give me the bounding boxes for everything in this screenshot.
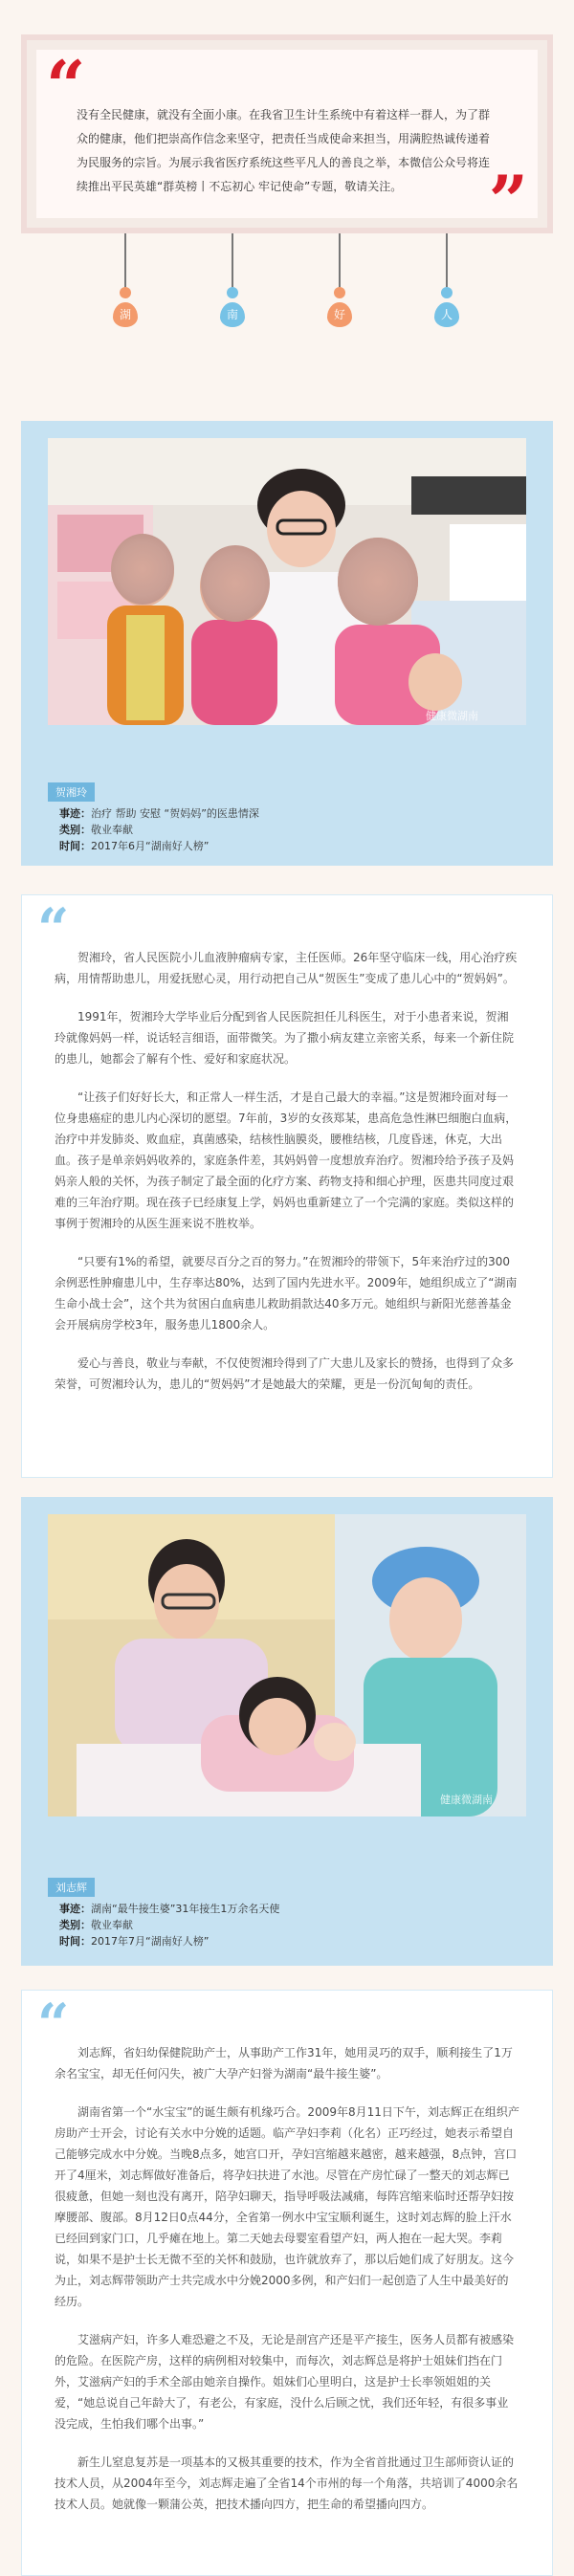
profile-name-label: 刘志辉 (48, 1878, 95, 1897)
article-paragraph: “只要有1%的希望，就要尽百分之百的努力。”在贺湘玲的带领下，5年来治疗过的300余例恶性肿瘤患儿中，生存率达80%，达到了国内先进水平。2009年，她组织成立了“湖南生命小战士会”，这个共为贫困白血病患儿救助捐款达40多万元。她组织与新阳光慈善基金会开展病房学校3年，服务患儿1800余人。 (55, 1255, 518, 1332)
profile-info-row (59, 1933, 279, 1949)
article-paragraph: 贺湘玲，省人民医院小儿血液肿瘤病专家，主任医师。26年坚守临床一线，用心治疗疾病，用情帮助患儿，用爱抚慰心灵，用行动把自己从“贺医生”变成了患儿心中的“贺妈妈”。 (55, 951, 518, 985)
tag-bead-icon (227, 287, 238, 298)
article-block-1 (21, 894, 553, 1478)
intro-frame (21, 34, 553, 241)
profile-photo-2 (48, 1514, 526, 1816)
profile-info-row (59, 805, 259, 822)
time-value: 2017年7月“湖南好人榜” (91, 1935, 210, 1948)
article-paragraph: 爱心与善良，敬业与奉献，不仅使贺湘玲得到了广大患儿及家长的赞扬，也得到了众多荣誉，可贺湘玲认为，患儿的“贺妈妈”才是她最大的荣耀，更是一份沉甸甸的责任。 (55, 1356, 515, 1391)
profile-info-row (59, 822, 259, 838)
tag-string (339, 233, 341, 289)
article-paragraph: 1991年，贺湘玲大学毕业后分配到省人民医院担任儿科医生，对于小患者来说，贺湘玲就像妈妈一样，说话轻言细语，面带微笑。为了撒小病友建立亲密关系，每来一个新住院的患儿，她都会了解有个性、爱好和家庭状况。 (55, 1010, 515, 1066)
profile-info-row (59, 1901, 279, 1917)
article-paragraph: 湖南省第一个“水宝宝”的诞生颇有机缘巧合。2009年8月11日下午，刘志辉正在组织产房助产士开会，讨论有关水中分娩的适题。临产孕妇李莉（化名）正巧经过，她表示希望自己能够完成水中分娩。当晚8点多，她宫口开，孕妇宫缩越来越密，越来越强，8点钟，宫口开了4厘米，刘志辉做好准备后，将孕妇扶进了水池。尽管在产房忙碌了一整天的刘志辉已很疲惫，但她一刻也没有离开，陪孕妇聊天，指导呼吸法减痛，每阵宫缩来临时还帮孕妇按摩腰部、腹部。8月12日0点44分，全省第一例水中宝宝顺利诞生，这时刘志辉的脸上汗水已经回到家门口，几乎瘫在地上。第二天她去母婴室看望产妇，两人抱在一起大哭。李莉说，如果不是护士长无微不至的关怀和鼓励，也许就放弃了，那以后她们成了好朋友。这今为止，刘志辉带领助产士共完成水中分娩2000多例，和产妇们一起创造了人生中最美好的经历。 (55, 2105, 519, 2308)
quote-open-icon: “ (37, 896, 70, 961)
watermark-text: 健康微湖南 (440, 1794, 493, 1806)
profile-photo-1 (48, 438, 526, 725)
hanging-tag (325, 233, 354, 327)
tag-label: 人 (434, 302, 459, 327)
category-value: 敬业奉献 (91, 824, 133, 836)
intro-text: 没有全民健康，就没有全面小康。在我省卫生计生系统中有着这样一群人，为了群众的健康，他们把崇高作信念来坚守，把责任当成使命来担当，用满腔热诚传递着为民服务的宗旨。为展示我省医疗系统这些平凡人的善良之举，本微信公众号将连续推出平民英雄“群英榜丨不忘初心 牢记使命”专题，敬请关注。 (77, 108, 491, 193)
blurred-face (338, 538, 418, 626)
hanging-tag (218, 233, 247, 327)
profile-name-label: 贺湘玲 (48, 782, 95, 802)
profile-info-row (59, 838, 259, 854)
quote-close-icon: ” (488, 160, 528, 241)
tag-bead-icon (334, 287, 345, 298)
blurred-face (111, 534, 174, 605)
article-paragraph: 艾滋病产妇，许多人难恐避之不及，无论是剖宫产还是平产接生，医务人员都有被感染的危险。在医院产房，这样的病例相对较集中，而每次，刘志辉总是将护士姐妹们挡在门外，艾滋病产妇的手术全部由她亲自操作。姐妹们心里明白，这是护士长率领姐姐的关爱，“她总说自己年龄大了，有老公，有家庭，没什么后顾之忧，我们还年轻，有很多事业没完成，生怕我们哪个出事。” (55, 2333, 515, 2431)
field-label: 时间： (59, 840, 91, 852)
delivery-room-illustration (48, 1514, 526, 1816)
profile-info-row (59, 1917, 279, 1933)
profile-info-2 (59, 1901, 279, 1949)
deed-value: 湖南“最牛接生婆”31年接生1万余名天使 (91, 1903, 280, 1915)
tag-string (124, 233, 126, 289)
field-label: 类别： (59, 824, 91, 836)
hanging-tags (0, 233, 574, 386)
article-paragraph: 刘志辉，省妇幼保健院助产士，从事助产工作31年，她用灵巧的双手，顺利接生了1万余名宝宝，却无任何闪失，被广大孕产妇誉为湖南“最牛接生婆”。 (55, 2046, 513, 2081)
article-paragraph: 新生儿窒息复苏是一项基本的又极其重要的技术，作为全省首批通过卫生部师资认证的技术人员，从2004年至今，刘志辉走遍了全省14个市州的每一个角落，共培训了4000余名技术人员。她就像一颗蒲公英，把技术播向四方，把生命的希望播向四方。 (55, 2455, 519, 2511)
tag-string (232, 233, 233, 289)
tag-label: 南 (220, 302, 245, 327)
tag-string (446, 233, 448, 289)
profile-card-2 (21, 1497, 553, 1966)
deed-value: 治疗 帮助 安慰 “贺妈妈”的医患情深 (91, 807, 259, 820)
category-value: 敬业奉献 (91, 1919, 133, 1931)
quote-open-icon: “ (37, 1992, 70, 2057)
field-label: 事迹： (59, 807, 91, 820)
blurred-face (201, 545, 270, 622)
intro-panel (36, 45, 538, 241)
tag-label: 好 (327, 302, 352, 327)
hanging-tag (432, 233, 461, 327)
hanging-tag (111, 233, 140, 327)
profile-card-1 (21, 421, 553, 866)
time-value: 2017年6月“湖南好人榜” (91, 840, 210, 852)
tag-bead-icon (120, 287, 131, 298)
article-paragraph: “让孩子们好好长大，和正常人一样生活，才是自己最大的幸福。”这是贺湘玲面对每一位身患癌症的患儿内心深切的愿望。7年前，3岁的女孩郑某，患高危急性淋巴细胞白血病，治疗中并发肺炎、败血症，真菌感染，结核性脑膜炎，腰椎结核，几度昏迷，休克，大出血。孩子是单亲妈妈收养的，家庭条件差，其妈妈曾一度想放弃治疗。贺湘玲给予孩子及妈妈亲人般的关怀，为孩子制定了最全面的化疗方案、药物支持和细心护理，医患共同度过艰难的三年治疗期。现在孩子已经康复上学，妈妈也重新建立了一个完满的家庭。类似这样的事例于贺湘玲的从医生涯来说不胜枚举。 (55, 1090, 518, 1230)
profile-info-1 (59, 805, 259, 854)
tag-label: 湖 (113, 302, 138, 327)
watermark-text: 健康微湖南 (426, 710, 478, 722)
quote-open-icon: “ (46, 45, 86, 126)
tag-bead-icon (441, 287, 453, 298)
field-label: 事迹： (59, 1903, 91, 1915)
article-block-2 (21, 1990, 553, 2576)
field-label: 时间： (59, 1935, 91, 1948)
field-label: 类别： (59, 1919, 91, 1931)
